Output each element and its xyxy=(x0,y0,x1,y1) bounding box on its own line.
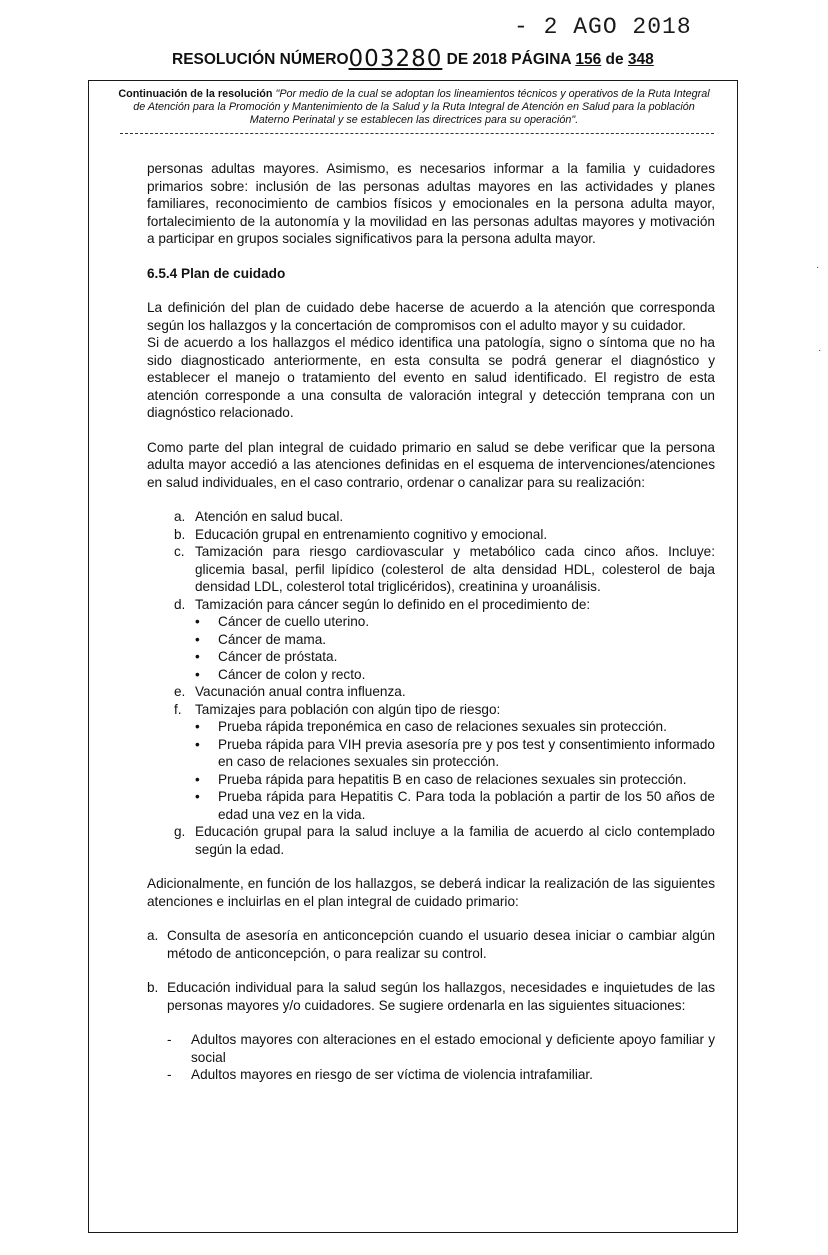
continuation-label: Continuación de la resolución xyxy=(118,88,273,100)
bullet-item: • Cáncer de mama. xyxy=(195,631,327,647)
list-item: e. Vacunación anual contra influenza. xyxy=(174,684,406,699)
list-item: f. Tamizajes para población con algún tipo de riesgo: xyxy=(174,701,501,717)
bullet-item: • Prueba rápida para VIH previa asesoría pre y pos test y consentimiento informado en caso de relaciones sexuales sin protección. xyxy=(195,736,715,769)
list-item: g. Educación grupal para la salud incluye a la familia de acuerdo al ciclo contemplado según la edad. xyxy=(174,824,715,857)
resolution-prefix: RESOLUCIÓN NÚMERO xyxy=(172,51,349,68)
dashed-divider xyxy=(120,133,714,134)
scan-mark: · xyxy=(816,262,820,273)
plan-paragraph: Como parte del plan integral de cuidado primario en salud se debe verificar que la persona adulta mayor accedió a las atenciones definidas en el esquema de intervenciones/atenciones en salud individuales, en el caso contrario, ordenar o canalizar para su realización: xyxy=(147,439,715,490)
list-item: b. Educación grupal en entrenamiento cognitivo y emocional. xyxy=(174,526,548,542)
bullet-item: • Prueba rápida treponémica en caso de relaciones sexuales sin protección. xyxy=(195,719,667,734)
section-heading: 6.5.4 Plan de cuidado xyxy=(147,265,286,281)
list-item: d. Tamización para cáncer según lo definido en el procedimiento de: xyxy=(174,596,591,612)
intro-paragraph: personas adultas mayores. Asimismo, es necesarios informar a la familia y cuidadores primarios sobre: inclusión de las personas adultas mayores en las actividades y planes familiares, reconocimiento de cambios físicos y emocionales en la persona adulta mayor, fortalecimiento de la autonomía y la movilidad en las personas adultas mayores y motivación a participar en grupos sociales significativos para la persona adulta mayor. xyxy=(147,161,715,246)
continuation-title: "Por medio de la cual se adoptan los lineamientos técnicos y operativos de la Ruta Integral de Atención para la Promoción y Mantenimiento de la Salud y la Ruta Integral de Atención en Salud para la población Materno Perinatal y se establecen las directrices para su operación". xyxy=(133,88,710,126)
page-current: 156 xyxy=(575,51,602,68)
findings-paragraph: Si de acuerdo a los hallazgos el médico identifica una patología, signo o síntoma que no ha sido diagnosticado anteriormente, en esta consulta se podrá generar el diagnóstico y establecer el manejo o tratamiento del evento en salud identificado. El registro de esta atención corresponde a una consulta de valoración integral y detección temprana con un diagnóstico relacionado. xyxy=(147,335,715,420)
resolution-year: DE 2018 PÁGINA xyxy=(446,51,572,68)
list-item: a. Atención en salud bucal. xyxy=(174,509,344,524)
definition-paragraph: La definición del plan de cuidado debe hacerse de acuerdo a la atención que corresponda según los hallazgos y la concertación de compromisos con el adulto mayor y su cuidador. xyxy=(147,300,715,333)
dash-item: - Adultos mayores con alteraciones en el estado emocional y deficiente apoyo familiar y social xyxy=(167,1032,715,1065)
document-body xyxy=(147,160,715,1084)
bullet-item: • Cáncer de cuello uterino. xyxy=(195,614,370,629)
extra-item: a. Consulta de asesoría en anticoncepción cuando el usuario desea iniciar o cambiar algún método de anticoncepción, o para realizar su control. xyxy=(147,928,715,961)
extra-item: b. Educación individual para la salud según los hallazgos, necesidades e inquietudes de las personas mayores y/o cuidadores. Se sugiere ordenarla en las siguientes situaciones: xyxy=(147,980,715,1013)
care-plan-list xyxy=(147,508,715,858)
page-of: de xyxy=(605,51,624,68)
bullet-item: • Prueba rápida para hepatitis B en caso de relaciones sexuales sin protección. xyxy=(195,771,687,787)
continuation-header xyxy=(112,88,716,127)
scan-mark: · xyxy=(818,345,822,356)
resolution-line xyxy=(172,46,654,72)
list-item: c. Tamización para riesgo cardiovascular y metabólico cada cinco años. Incluye: glicemia basal, perfil lipídico (colesterol de alta densidad HDL, colesterol de baja densidad LDL, colesterol total triglicéridos), creatinina y uroanálisis. xyxy=(174,544,715,594)
bullet-item: • Cáncer de colon y recto. xyxy=(195,666,366,682)
dash-item: - Adultos mayores en riesgo de ser víctima de violencia intrafamiliar. xyxy=(167,1067,593,1082)
bullet-item: • Cáncer de próstata. xyxy=(195,649,338,664)
resolution-number: 003280 xyxy=(348,46,443,72)
date-stamp: - 2 AGO 2018 xyxy=(514,14,692,40)
additional-paragraph: Adicionalmente, en función de los hallazgos, se deberá indicar la realización de las siguientes atenciones e incluirlas en el plan integral de cuidado primario: xyxy=(147,876,715,909)
bullet-item: • Prueba rápida para Hepatitis C. Para toda la población a partir de los 50 años de edad una vez en la vida. xyxy=(195,789,715,822)
page-total: 348 xyxy=(627,51,654,68)
